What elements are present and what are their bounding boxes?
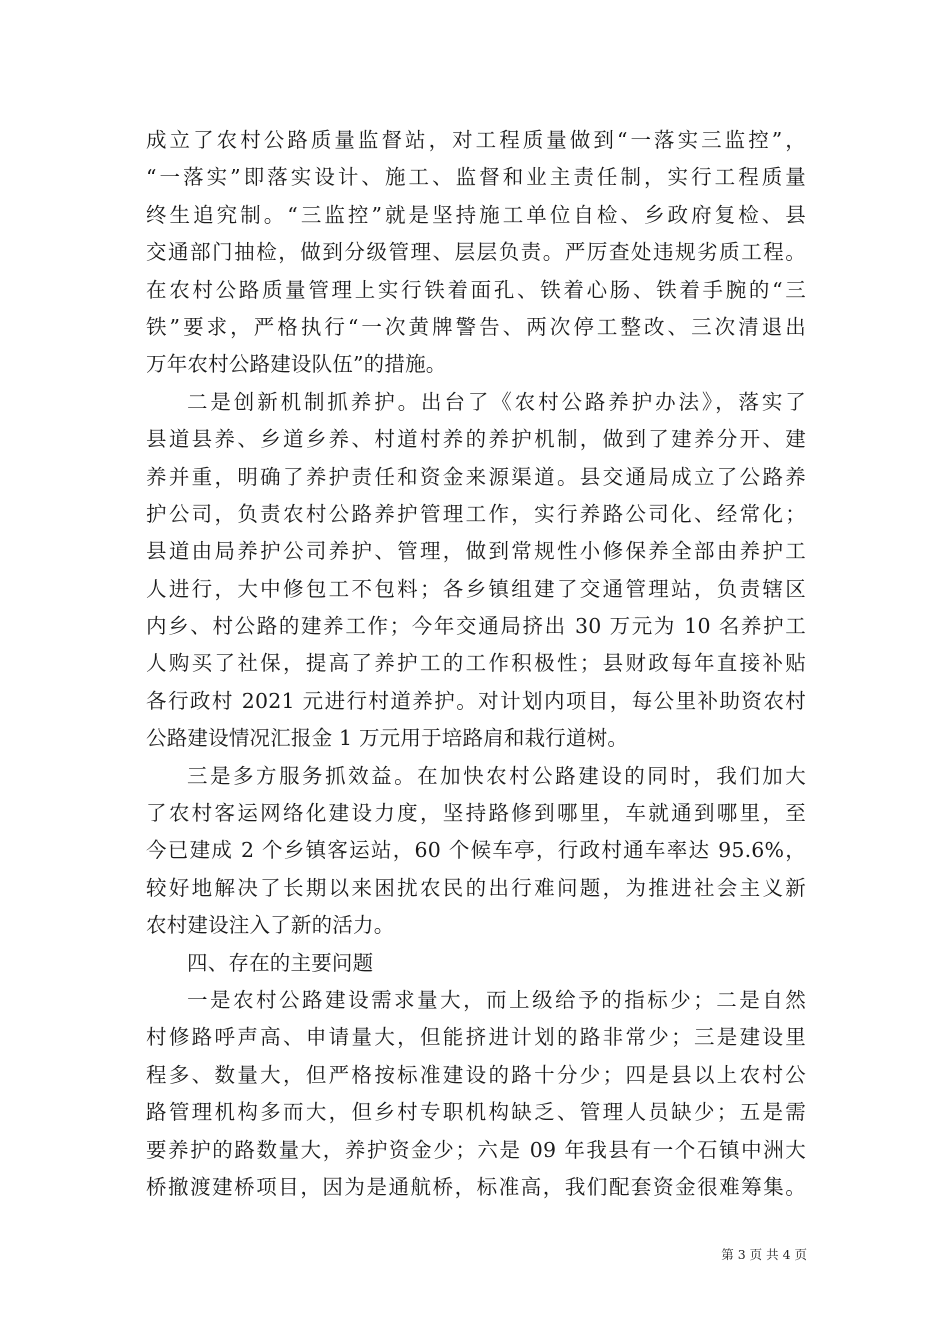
document-body [146,122,806,1206]
text-line: 人购买了社保，提高了养护工的工作积极性；县财政每年直接补贴 [146,651,806,676]
text-line: 桥撤渡建桥项目，因为是通航桥，标准高，我们配套资金很难筹集。 [146,1174,806,1199]
text-line: 农村建设注入了新的活力。 [146,913,395,938]
text-line: 人进行，大中修包工不包料；各乡镇组建了交通管理站，负责辖区 [146,576,806,601]
text-line: 公路建设情况汇报金 1 万元用于培路肩和栽行道树。 [146,726,629,751]
page-number: 第 3 页 共 4 页 [721,1247,807,1262]
text-line: 终生追究制。“三监控”就是坚持施工单位自检、乡政府复检、县 [146,202,806,227]
text-line: 万年农村公路建设队伍”的措施。 [146,352,447,377]
text-line: 二是创新机制抓养护。出台了《农村公路养护办法》，落实了 [187,389,806,414]
text-line: 较好地解决了长期以来困扰农民的出行难问题，为推进社会主义新 [146,875,806,900]
text-line: 今已建成 2 个乡镇客运站，60 个候车亭，行政村通车率达 95.6%， [146,838,806,863]
text-line: 在农村公路质量管理上实行铁着面孔、铁着心肠、铁着手腕的“三 [146,277,806,302]
text-line: 程多、数量大，但严格按标准建设的路十分少；四是县以上农村公 [146,1062,806,1087]
text-line: 内乡、村公路的建养工作；今年交通局挤出 30 万元为 10 名养护工 [146,614,806,639]
text-line: 成立了农村公路质量监督站，对工程质量做到“一落实三监控”， [146,128,806,152]
text-line: 路管理机构多而大，但乡村专职机构缺乏、管理人员缺少；五是需 [146,1100,806,1125]
text-line: 了农村客运网络化建设力度，坚持路修到哪里，车就通到哪里，至 [146,801,806,826]
text-line: 铁”要求，严格执行“一次黄牌警告、两次停工整改、三次清退出 [146,314,806,339]
text-line: 村修路呼声高、申请量大，但能挤进计划的路非常少；三是建设里 [146,1025,806,1050]
text-line: “一落实”即落实设计、施工、监督和业主责任制，实行工程质量 [146,165,806,190]
text-line: 各行政村 2021 元进行村道养护。对计划内项目，每公里补助资农村 [146,688,806,713]
text-line: 交通部门抽检，做到分级管理、层层负责。严厉查处违规劣质工程。 [146,240,806,265]
text-line: 四、存在的主要问题 [187,950,374,975]
text-line: 护公司，负责农村公路养护管理工作，实行养路公司化、经常化； [146,501,806,526]
text-line: 县道由局养护公司养护、管理，做到常规性小修保养全部由养护工 [146,539,806,564]
text-line: 县道县养、乡道乡养、村道村养的养护机制，做到了建养分开、建 [146,427,806,452]
text-line: 一是农村公路建设需求量大，而上级给予的指标少；二是自然 [187,987,806,1012]
text-line: 三是多方服务抓效益。在加快农村公路建设的同时，我们加大 [187,763,806,788]
text-line: 养并重，明确了养护责任和资金来源渠道。县交通局成立了公路养 [146,464,806,489]
text-line: 要养护的路数量大，养护资金少；六是 09 年我县有一个石镇中洲大 [146,1137,806,1162]
